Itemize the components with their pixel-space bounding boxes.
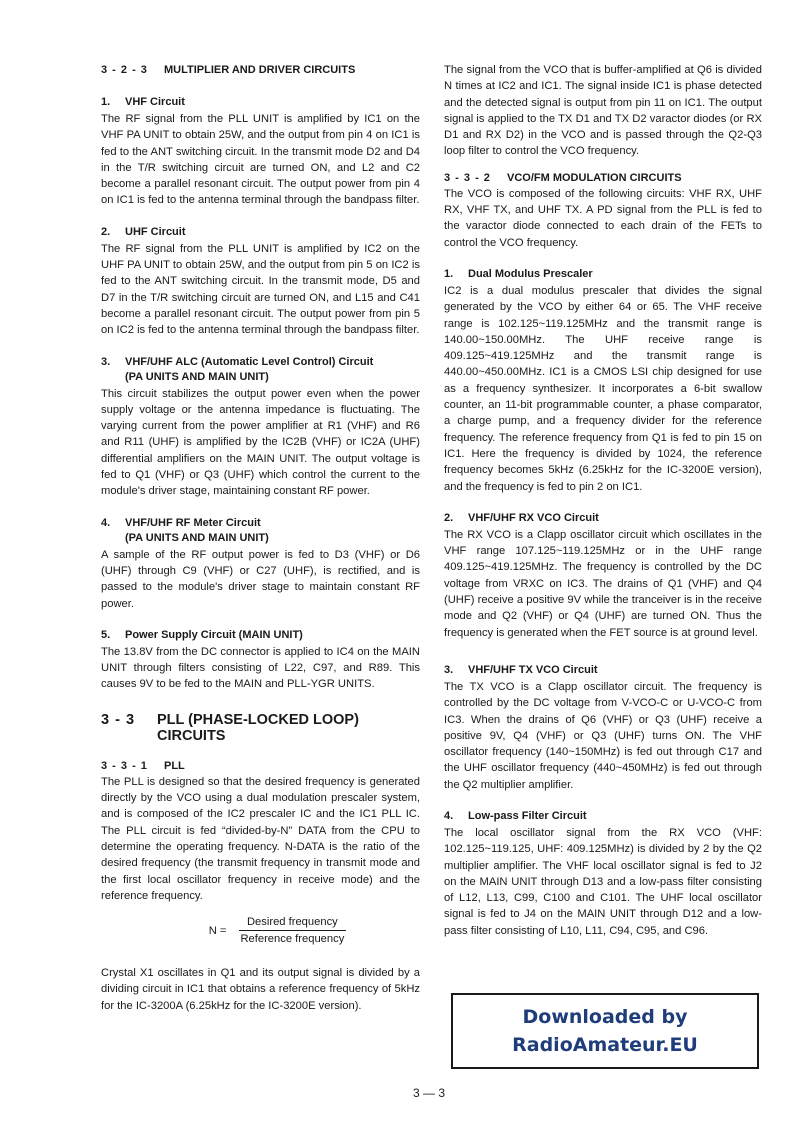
heading-title: VHF/UHF RX VCO Circuit xyxy=(468,511,599,524)
section-heading-3-3-2: 3 - 3 - 2 VCO/FM MODULATION CIRCUITS xyxy=(444,171,682,184)
heading-number: 4. xyxy=(444,809,454,822)
heading-prescaler xyxy=(444,267,762,282)
section-heading-3-3-1: 3 - 3 - 1 PLL xyxy=(101,759,185,772)
paragraph-crystal: Crystal X1 oscillates in Q1 and its output signal is divided by a dividing circuit in IC1 that obtains a reference frequency of 5kHz for the IC-3200A (6.25kHz for the IC-3200E version). xyxy=(101,967,420,1012)
paragraph-vco-signal: The signal from the VCO that is buffer-amplified at Q6 is divided N times at IC2 and IC1. The signal inside IC1 is phase detected and the detected signal is output from pin 11 on IC1. The output signal is applied to the TX D1 and TX D2 varactor diodes (or RX D1 and RX D2) in the VCO and is passed through the Q2-Q3 loop filter to control the VCO frequency. xyxy=(444,64,762,158)
paragraph-vco-fm: The VCO is composed of the following circuits: VHF RX, UHF RX, VHF TX, and UHF TX. A PD signal from the PLL is fed to the varactor diode connected to each drain of the FETs to control the VCO frequency. xyxy=(444,187,762,249)
heading-number: 2. xyxy=(101,225,111,238)
page-number: 3 — 3 xyxy=(413,1086,446,1100)
paragraph-rx-vco: The RX VCO is a Clapp oscillator circuit which oscillates in the VHF range 107.125~119.125MHz or in the UHF range 409.125~419.125MHz. The frequency is controlled by the DC voltage from VRXC on IC3. The drains of Q1 (VHF) and Q4 (UHF) receive a positive 9V while the tranceiver is in the receive mode and Q2 (VHF) or Q4 (UHF) are turned ON. Thus the frequency is generated when the FET source is at ground level. xyxy=(444,528,762,639)
heading-number: 3. xyxy=(444,663,454,676)
paragraph-tx-vco: The TX VCO is a Clapp oscillator circuit. The frequency is controlled by the DC voltage from V-VCO-C or U-VCO-C from IC3. When the drains of Q6 (VHF) or Q3 (UHF) receive a positive 9V, Q4 (VHF) or Q3 (UHF) turns ON. The VHF oscillator frequency (140~150MHz) is fed out through C17 and the UHF oscillator frequency (440~450MHz) is fed out through the Q2 multiplier amplifier. xyxy=(444,680,762,791)
heading-uhf-circuit xyxy=(101,225,420,240)
heading-title: VHF/UHF ALC (Automatic Level Control) Circuit xyxy=(125,355,374,368)
formula-denominator: Reference frequency xyxy=(240,933,345,946)
heading-title: VHF Circuit xyxy=(125,96,185,108)
banner-line-2: RadioAmateur.EU xyxy=(512,1034,698,1056)
heading-power-supply xyxy=(101,628,420,643)
heading-subtitle: (PA UNITS AND MAIN UNIT) xyxy=(125,370,269,383)
left-column xyxy=(101,62,420,1014)
paragraph-low-pass-filter: The local oscillator signal from the RX VCO (VHF: 102.125~119.125, UHF: 409.125MHz) is divided by 2 by the Q2 multiplier amplifier. The VHF local oscillator signal is fed to J2 on the MAIN UNIT through D13 and a low-pass filter consisting of L12, L13, C99, C100 and C101. The UHF local oscillator signal is fed to J4 on the MAIN UNIT through D12 and a low-pass filter consisting of L10, L11, C94, C95, and C96. xyxy=(444,826,762,937)
heading-title: Low-pass Filter Circuit xyxy=(468,809,587,822)
heading-title: UHF Circuit xyxy=(125,225,186,238)
download-banner xyxy=(451,993,759,1069)
heading-title: Power Supply Circuit (MAIN UNIT) xyxy=(125,628,303,641)
right-column xyxy=(444,62,762,939)
paragraph-vhf-circuit: The RF signal from the PLL UNIT is amplified by IC1 on the VHF PA UNIT to obtain 25W, and the output from pin 4 on IC1 is fed to the ANT switching circuit. In the transmit mode D2 and D4 in the T/R switching circuit are turned ON, and L2 and C2 become a parallel resonant circuit. The output power from pin 4 on IC1 is fed to the antenna terminal through the bandpass filter. xyxy=(101,113,420,207)
heading-title: Dual Modulus Prescaler xyxy=(468,267,593,280)
heading-vhf-circuit xyxy=(101,95,420,110)
heading-rx-vco xyxy=(444,511,762,526)
heading-number: 3. xyxy=(101,355,111,368)
heading-title: VHF/UHF TX VCO Circuit xyxy=(468,663,598,676)
heading-rf-meter-circuit xyxy=(101,516,420,546)
heading-number: 1. xyxy=(444,267,454,280)
heading-tx-vco xyxy=(444,663,762,678)
heading-number: 4. xyxy=(101,516,111,529)
banner-line-1: Downloaded by xyxy=(522,1006,688,1028)
heading-number: 5. xyxy=(101,628,111,641)
formula-lhs: N = xyxy=(208,924,227,937)
paragraph-alc-circuit: This circuit stabilizes the output power even when the power supply voltage or the antenna impedance is fluctuating. The varying current from the power amplifier at R1 (VHF) and R6 and R11 (UHF) is amplified by the IC2B (VHF) or IC2A (UHF) differential amplifiers on the MAIN UNIT. The output voltage is fed to Q1 (VHF) or Q3 (UHF) which control the current to the module's driver stage, maintaining constant RF power. xyxy=(101,387,420,498)
heading-number: 1. xyxy=(101,96,111,108)
heading-title: VHF/UHF RF Meter Circuit xyxy=(125,516,261,529)
section-heading-3-3: 3 - 3 PLL (PHASE-LOCKED LOOP) CIRCUITS xyxy=(101,711,359,744)
paragraph-power-supply: The 13.8V from the DC connector is applied to IC4 on the MAIN UNIT through filters consisting of L22, C97, and R89. This causes 9V to be fed to the MAIN and PLL-YGR UNITS. xyxy=(101,645,420,691)
heading-number: 2. xyxy=(444,511,454,524)
section-heading-3-2-3: 3 - 2 - 3 MULTIPLIER AND DRIVER CIRCUITS xyxy=(101,64,356,76)
paragraph-prescaler: IC2 is a dual modulus prescaler that divides the signal generated by the VCO by either 64 or 65. The VHF receive range is 102.125~119.125MHz and the transmit range is 140.00~150.00MHz. The UHF receive range is 409.125~419.125MHz and the transmit range is 440.00~450.00MHz. IC1 is a CMOS LSI chip designed for use as a frequency synthesizer. It incorporates a 6-bit swallow counter, an 11-bit programmable counter, a phase comparator, a charge pump, and a frequency divider for the reference frequency. The reference frequency from Q1 is fed to pin 15 on IC1. Here the frequency is divided by 1024, the reference frequency becomes 5kHz (6.25kHz for the IC-3200E version), and the frequency is fed to pin 2 on IC1. xyxy=(444,284,762,493)
paragraph-uhf-circuit: The RF signal from the PLL UNIT is amplified by IC2 on the UHF PA UNIT to obtain 25W, and the output from pin 5 on IC2 is fed to the ANT switching circuit. In the transmit mode, D5 and D7 in the T/R switching circuit are turned ON, and L15 and C41 become a parallel resonant circuit. The output power from pin 5 on IC2 is fed to the antenna terminal through the bandpass filter. xyxy=(101,242,420,337)
paragraph-pll: The PLL is designed so that the desired frequency is generated directly by the VCO using a dual modulation prescaler system, and is composed of the IC2 prescaler IC and the IC1 PLL IC. The PLL circuit is fed “divided-by-N” DATA from the CPU to determine the operating frequency. N-DATA is the ratio of the desired frequency (the transmit frequency in transmit mode and the first local oscillator frequency in receive mode) and the reference frequency. xyxy=(101,775,420,902)
heading-alc-circuit xyxy=(101,355,420,385)
heading-low-pass-filter xyxy=(444,809,762,824)
paragraph-rf-meter-circuit: A sample of the RF output power is fed to D3 (VHF) or D6 (UHF) through C9 (VHF) or C27 (UHF), is rectified, and is passed to the module's driver stage to maintain constant RF power. xyxy=(101,548,420,610)
heading-subtitle: (PA UNITS AND MAIN UNIT) xyxy=(125,531,269,544)
formula-numerator: Desired frequency xyxy=(239,916,346,931)
n-formula xyxy=(141,916,420,945)
